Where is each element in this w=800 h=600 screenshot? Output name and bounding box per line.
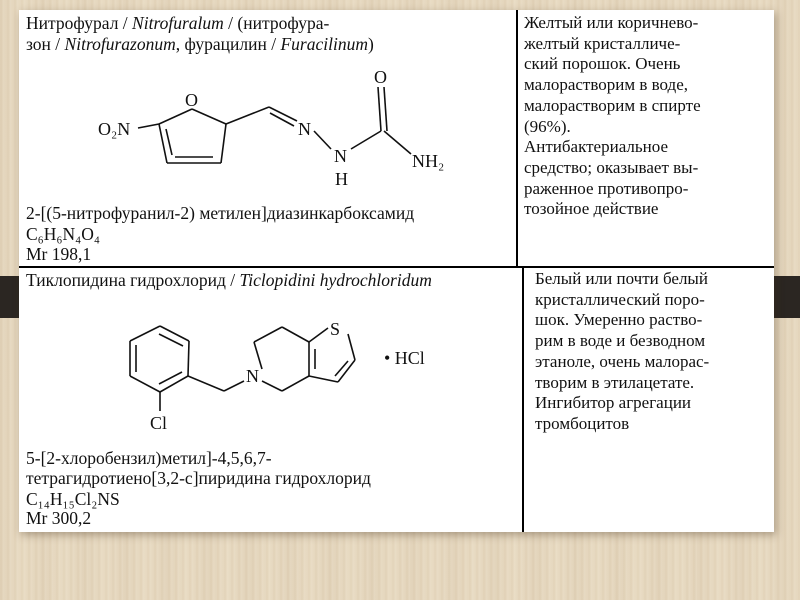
ticlopidine-chemical-name-line1: 5-[2-хлоробензил)метил]-4,5,6,7- <box>26 448 272 468</box>
description-line: раженное противопро- <box>524 178 689 198</box>
title-latin: Nitrofurazonum <box>64 34 176 54</box>
furan-oxygen-label: O <box>185 90 198 110</box>
title-text: Тиклопидина гидрохлорид / <box>26 270 236 290</box>
ticlopidine-structure-diagram <box>26 292 520 442</box>
document-page <box>19 10 774 532</box>
sulfur-label: S <box>330 319 341 339</box>
description-line: тромбоцитов <box>535 413 630 433</box>
description-line: средство; оказывает вы- <box>524 157 699 177</box>
description-line: шок. Умеренно раство- <box>535 310 703 330</box>
amide-group-label: NH₂ <box>412 151 445 171</box>
description-line: тозойное действие <box>524 199 659 219</box>
description-line: малорастворим в воде, <box>524 75 688 95</box>
description-line: творим в этилацетате. <box>535 372 695 392</box>
hydrazide-hydrogen-label: H <box>335 169 348 189</box>
imine-nitrogen-label: N <box>298 119 311 139</box>
title-text: зон / <box>26 34 61 54</box>
title-latin: Ticlopidini hydrochloridum <box>239 270 432 290</box>
nitrofural-structure-diagram <box>26 59 514 209</box>
description-line: малорастворим в спирте <box>524 95 701 115</box>
description-line: Желтый или коричнево- <box>524 13 699 32</box>
nitro-group-label: O₂N <box>98 119 131 139</box>
ticlopidine-chemical-name-line2: тетрагидротиено[3,2-с]пиридина гидрохлорид <box>26 468 371 488</box>
hydrazide-nitrogen-label: N <box>334 146 347 166</box>
ticlopidine-formula: C₁₄H₁₅Cl₂NS <box>26 489 120 509</box>
title-text: / (нитрофура- <box>228 13 330 33</box>
title-text: ) <box>367 34 374 54</box>
column-divider-bottom <box>522 268 524 532</box>
nitrofural-title-line2 <box>26 34 514 55</box>
description-line: Белый или почти белый <box>535 269 708 288</box>
nitrofural-molar-mass: Mr 198,1 <box>26 244 92 264</box>
nitrofural-title-line1 <box>26 13 514 34</box>
dark-band-left <box>0 276 19 318</box>
description-line: (96%). <box>524 116 571 136</box>
description-line: этаноле, очень малорас- <box>535 351 710 371</box>
ring-nitrogen-label: N <box>246 366 259 386</box>
title-text: Нитрофурал / <box>26 13 128 33</box>
column-divider-top <box>516 10 518 268</box>
description-line: рим в воде и безводном <box>535 331 706 351</box>
ticlopidine-title <box>26 270 520 291</box>
ticlopidine-cell <box>26 270 520 530</box>
nitrofural-formula: C₆H₆N₄O₄ <box>26 224 100 244</box>
title-text: , фурацилин / <box>175 34 277 54</box>
chlorine-label: Cl <box>150 413 168 433</box>
description-line: Ингибитор агрегации <box>535 393 692 413</box>
nitrofural-chemical-name: 2-[(5-нитрофуранил-2) метилен]диазинкарбоксамид <box>26 203 415 223</box>
title-latin: Nitrofuralum <box>132 13 224 33</box>
ticlopidine-description <box>535 269 771 435</box>
ticlopidine-molar-mass: Mr 300,2 <box>26 508 92 528</box>
description-line: желтый кристалличе- <box>524 33 681 53</box>
description-line: Антибактериальное <box>524 137 668 157</box>
nitrofural-description <box>524 13 769 220</box>
dark-band-right <box>774 276 800 318</box>
nitrofural-cell <box>26 13 514 265</box>
title-latin: Furacilinum <box>280 34 368 54</box>
hydrochloride-label: • HCl <box>384 348 425 368</box>
description-line: ский порошок. Очень <box>524 54 681 74</box>
carbonyl-oxygen-label: O <box>374 67 387 87</box>
row-divider <box>19 266 774 268</box>
description-line: кристаллический поро- <box>535 289 705 309</box>
